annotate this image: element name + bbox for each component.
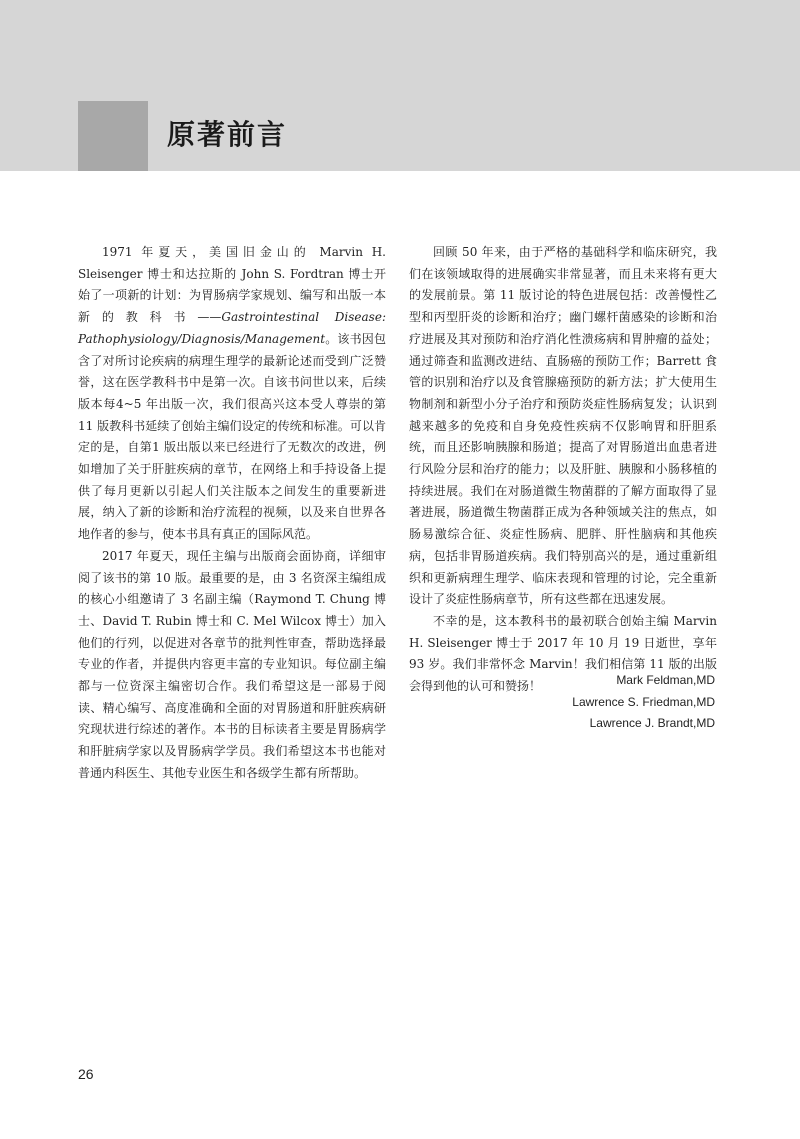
signature-line: Lawrence J. Brandt,MD: [589, 716, 715, 730]
right-column: [409, 242, 717, 698]
signature-line: Mark Feldman,MD: [616, 673, 715, 687]
signature-block: [409, 670, 715, 735]
book-title: Gastrointestinal Disease: Pathophysiology/Diagnosis/Management: [78, 310, 386, 346]
left-p1-text-b: 。该书因包含了对所讨论疾病的病理生理学的最新论述而受到广泛赞誉，这在医学教科书中是第一次。自该书问世以来，后续版本每4~5 年出版一次，我们很高兴这本受人尊崇的第 11 版教科书延续了创始主编们设定的传统和标准。可以肯定的是，自第1 版出版以来已经进行了无数次的改进，例如增加了关于肝脏疾病的章节，在网络上和手持设备上提供了每月更新以引起人们关注版本之间发生的重要新进展，纳入了新的诊断和治疗流程的视频，以及来自世界各地作者的参与，使本书具有真正的国际风范。: [78, 331, 386, 542]
header-tab-block: [78, 101, 148, 171]
page-number: 26: [78, 1066, 94, 1082]
left-paragraph-1: [78, 242, 386, 546]
left-p1-text-a: 1971 年夏天，美国旧金山的 Marvin H. Sleisenger 博士和达拉斯的 John S. Fordtran 博士开始了一项新的计划：为胃肠病学家规划、编写和出版一本新的教科书——: [78, 245, 386, 325]
left-paragraph-2: 2017 年夏天，现任主编与出版商会面协商，详细审阅了该书的第 10 版。最重要的是，由 3 名资深主编组成的核心小组邀请了 3 名副主编（Raymond T. Chung 博士、David T. Rubin 博士和 C. Mel Wilcox 博士）加入他们的行列，以促进对各章节的批判性审查，帮助选择最专业的作者，并提供内容更丰富的专业知识。每位副主编都与一位资深主编密切合作。我们希望这是一部易于阅读、精心编写、高度准确和全面的对胃肠道和肝脏疾病研究现状进行综述的著作。本书的目标读者主要是胃肠病学和肝脏病学家以及胃肠病学学员。我们希望这本书也能对普通内科医生、其他专业医生和各级学生都有所帮助。: [78, 548, 386, 780]
left-column: [78, 242, 386, 785]
signature-line: Lawrence S. Friedman,MD: [572, 694, 715, 709]
page-title: 原著前言: [167, 118, 288, 151]
right-paragraph-2: 不幸的是，这本教科书的最初联合创始主编 Marvin H. Sleisenger 博士于 2017 年 10 月 19 日逝世，享年 93 岁。我们非常怀念 Marvin！我们相信第 11 版的出版会得到他的认可和赞扬！: [409, 613, 717, 694]
right-paragraph-1: 回顾 50 年来，由于严格的基础科学和临床研究，我们在该领域取得的进展确实非常显著，而且未来将有更大的发展前景。第 11 版讨论的特色进展包括：改善慢性乙型和丙型肝炎的诊断和治疗；幽门螺杆菌感染的诊断和治疗进展及其对预防和治疗消化性溃疡病和胃肿瘤的益处；通过筛查和监测改进结、直肠癌的预防工作；Barrett 食管的识别和治疗以及食管腺癌预防的新方法；扩大使用生物制剂和新型小分子治疗和预防炎症性肠病复发；认识到越来越多的免疫和自身免疫性疾病不仅影响胃和肝胆系统，而且还影响胰腺和肠道；提高了对胃肠道出血患者进行风险分层和治疗的能力；以及肝脏、胰腺和小肠移植的持续进展。我们在对肠道微生物菌群的了解方面取得了显著进展，肠道微生物菌群正成为各种领域关注的焦点，如肠易激综合征、炎症性肠病、肥胖、肝性脑病和其他疾病，包括非胃肠道疾病。我们特别高兴的是，通过重新组织和更新病理生理学、临床表现和管理的讨论，完全重新设计了炎症性肠病章节，所有这些都在迅速发展。: [409, 245, 717, 607]
